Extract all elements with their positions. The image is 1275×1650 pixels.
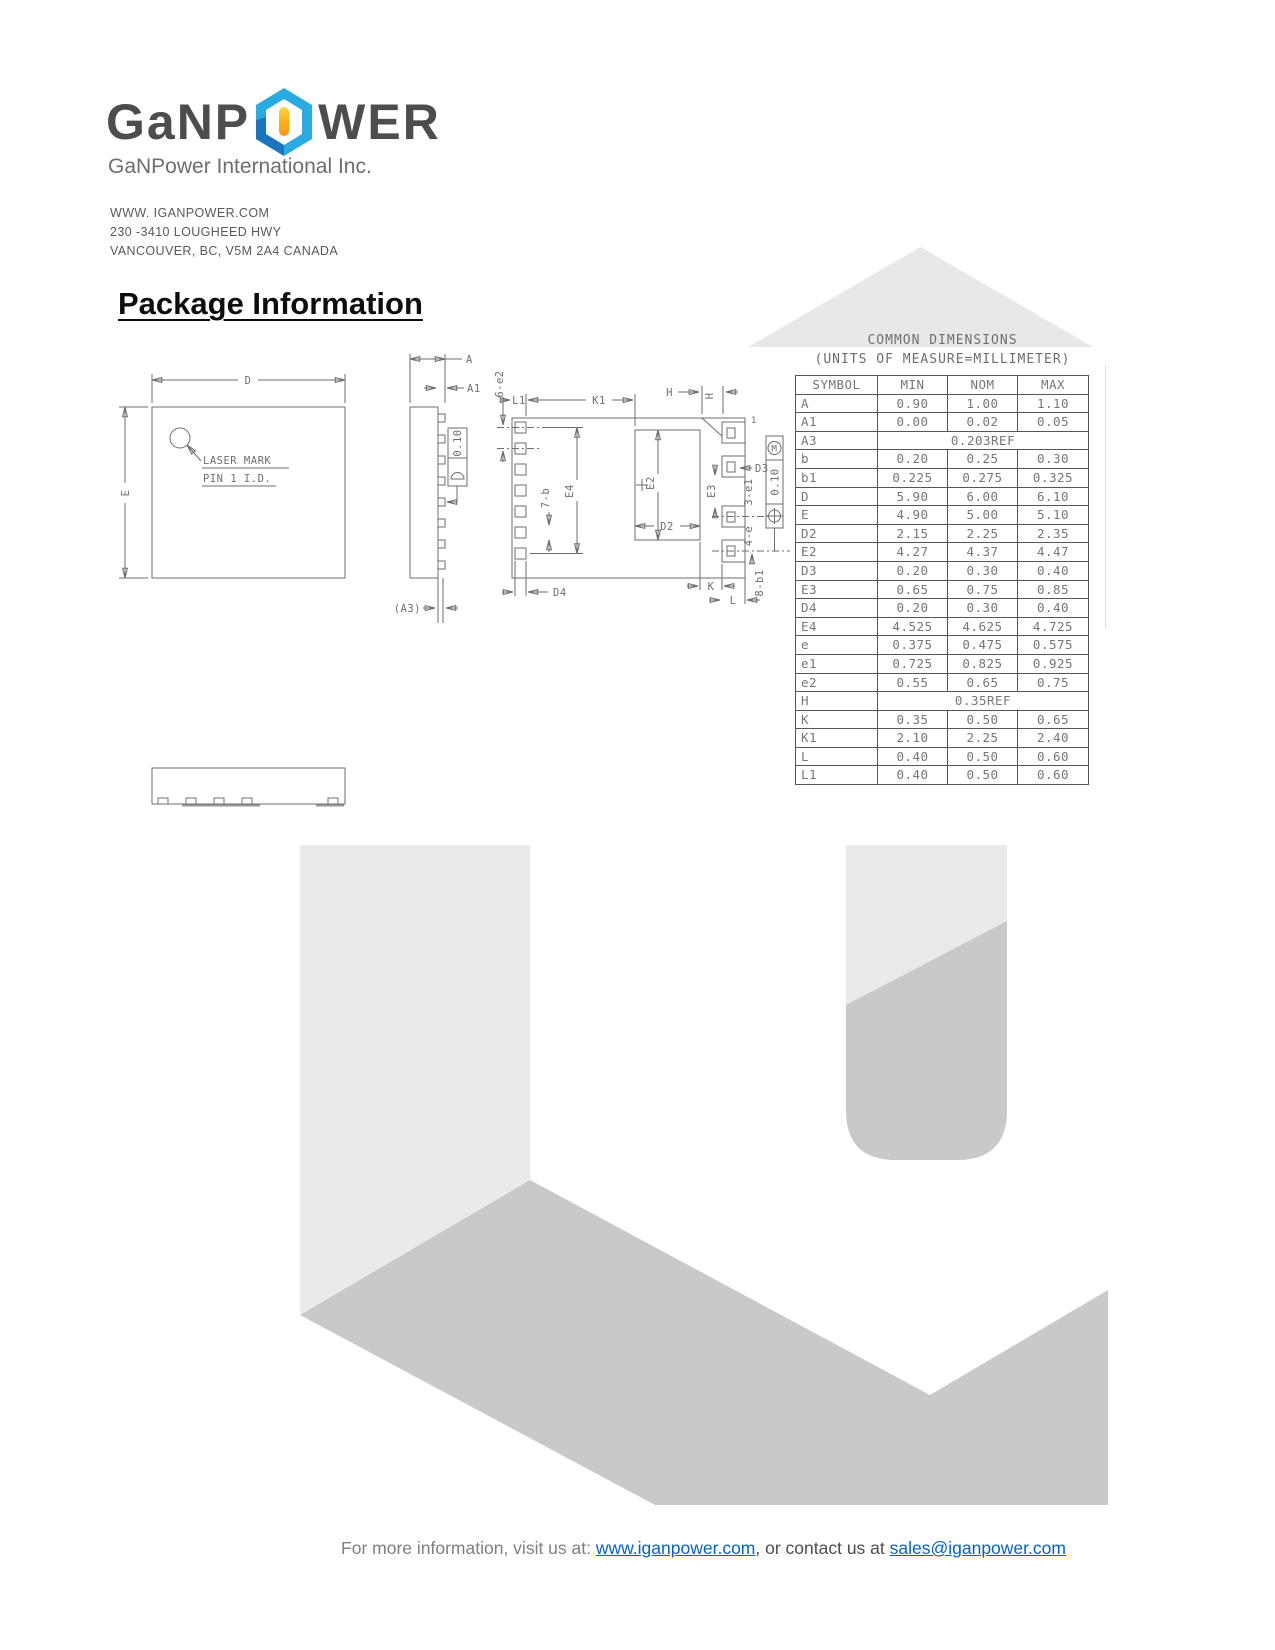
cell-symbol: D4	[796, 599, 878, 618]
cell-max: 0.60	[1018, 747, 1089, 766]
dim-label-d4: D4	[553, 587, 567, 599]
cell-nom: 4.37	[948, 543, 1018, 562]
laser-mark-label: LASER MARK	[203, 455, 272, 467]
cell-min: 0.20	[878, 561, 948, 580]
cell-max: 6.10	[1018, 487, 1089, 506]
cell-max: 0.325	[1018, 468, 1089, 487]
cell-min: 0.20	[878, 450, 948, 469]
cell-nom: 5.00	[948, 506, 1018, 525]
cell-min: 0.20	[878, 599, 948, 618]
cell-max: 4.725	[1018, 617, 1089, 636]
col-header-symbol: SYMBOL	[796, 376, 878, 395]
cell-max: 0.925	[1018, 654, 1089, 673]
cell-max: 0.65	[1018, 710, 1089, 729]
cell-symbol: E4	[796, 617, 878, 636]
table-row	[796, 692, 1089, 711]
cell-symbol: e	[796, 636, 878, 655]
cell-max: 0.60	[1018, 766, 1089, 785]
cell-symbol: e1	[796, 654, 878, 673]
table-row	[796, 599, 1089, 618]
col-header-nom: NOM	[948, 376, 1018, 395]
cell-nom: 0.75	[948, 580, 1018, 599]
cell-symbol: b1	[796, 468, 878, 487]
dim-label-k: K	[707, 581, 715, 593]
cell-min: 0.375	[878, 636, 948, 655]
table-row	[796, 450, 1089, 469]
mmc-symbol: M	[771, 444, 778, 455]
cell-min: 0.00	[878, 413, 948, 432]
dim-label-h-2: H	[704, 392, 716, 400]
cell-max: 0.575	[1018, 636, 1089, 655]
dim-label-6-e2: 6-e2	[494, 370, 506, 398]
cell-min: 0.725	[878, 654, 948, 673]
cell-min: 2.15	[878, 524, 948, 543]
cell-symbol: D2	[796, 524, 878, 543]
dim-label-d2: D2	[660, 521, 674, 533]
table-row	[796, 561, 1089, 580]
cell-min: 2.10	[878, 729, 948, 748]
cell-symbol: H	[796, 692, 878, 711]
logo	[106, 86, 441, 158]
dim-label-h: H	[666, 387, 673, 399]
cell-symbol: E	[796, 506, 878, 525]
footer-text-middle: , or contact us at	[755, 1538, 890, 1558]
dim-label-d3: D3	[755, 463, 769, 475]
cell-max: 2.40	[1018, 729, 1089, 748]
table-row	[796, 636, 1089, 655]
table-subtitle: (UNITS OF MEASURE=MILLIMETER)	[814, 352, 1071, 367]
cell-min: 5.90	[878, 487, 948, 506]
watermark-logo-mark	[280, 800, 1130, 1520]
cell-symbol: D3	[796, 561, 878, 580]
dim-label-e3: E3	[706, 484, 718, 498]
table-row	[796, 617, 1089, 636]
pin-one-label: 1	[751, 416, 757, 426]
dim-label-e4: E4	[564, 484, 576, 498]
cell-symbol: L	[796, 747, 878, 766]
cell-nom: 0.30	[948, 561, 1018, 580]
common-dimensions-table	[795, 375, 1089, 785]
package-top-view	[119, 374, 345, 578]
flatness-tolerance-value: 0.10	[452, 429, 464, 457]
dim-label-e2: E2	[645, 476, 657, 490]
dim-label-l1: L1	[512, 395, 526, 407]
cell-min: 4.90	[878, 506, 948, 525]
package-side-view	[394, 354, 481, 623]
cell-symbol: b	[796, 450, 878, 469]
table-row	[796, 710, 1089, 729]
dim-label-a3: (A3)	[393, 603, 421, 615]
col-header-max: MAX	[1018, 376, 1089, 395]
cell-min: 4.525	[878, 617, 948, 636]
cell-nom: 0.50	[948, 710, 1018, 729]
cell-min: 0.40	[878, 766, 948, 785]
package-outline-drawing	[90, 340, 810, 820]
cell-max: 5.10	[1018, 506, 1089, 525]
cell-symbol: e2	[796, 673, 878, 692]
table-row	[796, 729, 1089, 748]
table-row	[796, 766, 1089, 785]
cell-symbol: D	[796, 487, 878, 506]
cell-max: 0.30	[1018, 450, 1089, 469]
table-row	[796, 673, 1089, 692]
cell-nom: 0.275	[948, 468, 1018, 487]
table-row	[796, 506, 1089, 525]
logo-text-left: GaNP	[106, 94, 251, 150]
table-row	[796, 413, 1089, 432]
cell-nom: 2.25	[948, 729, 1018, 748]
cell-nom: 0.65	[948, 673, 1018, 692]
hexagon-logo-icon	[252, 86, 316, 158]
cell-symbol: A3	[796, 431, 878, 450]
cell-max: 0.40	[1018, 599, 1089, 618]
cell-max: 0.05	[1018, 413, 1089, 432]
table-row	[796, 654, 1089, 673]
table-row	[796, 543, 1089, 562]
cell-span-value: 0.203REF	[878, 431, 1089, 450]
cell-min: 0.55	[878, 673, 948, 692]
pin1-id-label: PIN 1 I.D.	[203, 473, 272, 485]
address-line-website: WWW. IGANPOWER.COM	[110, 206, 270, 220]
cell-nom: 0.50	[948, 766, 1018, 785]
table-header-row	[796, 376, 1089, 395]
table-row	[796, 431, 1089, 450]
table-row	[796, 524, 1089, 543]
dim-label-3-e1: 3-e1	[743, 478, 755, 506]
cell-min: 0.225	[878, 468, 948, 487]
footer-email-link[interactable]: sales@iganpower.com	[889, 1538, 1066, 1558]
package-bottom-view	[494, 370, 790, 607]
table-row	[796, 468, 1089, 487]
logo-text-right: WER	[318, 94, 441, 150]
table-row	[796, 487, 1089, 506]
cell-symbol: E3	[796, 580, 878, 599]
col-header-min: MIN	[878, 376, 948, 395]
address-block	[110, 204, 338, 261]
cell-min: 0.65	[878, 580, 948, 599]
dim-label-l: L	[729, 595, 737, 607]
address-line-city: VANCOUVER, BC, V5M 2A4 CANADA	[110, 244, 339, 258]
frame-edge-line	[1105, 365, 1106, 628]
table-title: COMMON DIMENSIONS	[867, 333, 1018, 348]
cell-max: 2.35	[1018, 524, 1089, 543]
dim-label-8-b1: 8-b1	[754, 569, 766, 597]
dim-label-e: E	[120, 489, 132, 497]
cell-min: 4.27	[878, 543, 948, 562]
dim-label-4-e: 4-e	[743, 525, 755, 547]
footer-text-before: For more information, visit us at:	[341, 1538, 596, 1558]
cell-nom: 0.825	[948, 654, 1018, 673]
cell-symbol: E2	[796, 543, 878, 562]
cell-nom: 0.30	[948, 599, 1018, 618]
cell-symbol: A1	[796, 413, 878, 432]
cell-nom: 0.50	[948, 747, 1018, 766]
dim-label-d: D	[244, 375, 252, 387]
cell-symbol: A	[796, 394, 878, 413]
flatness-symbol	[451, 473, 464, 480]
cell-symbol: L1	[796, 766, 878, 785]
cell-nom: 0.25	[948, 450, 1018, 469]
cell-nom: 6.00	[948, 487, 1018, 506]
footer-website-link[interactable]: www.iganpower.com	[595, 1538, 756, 1558]
cell-span-value: 0.35REF	[878, 692, 1089, 711]
cell-nom: 0.475	[948, 636, 1018, 655]
position-tolerance-value: 0.10	[769, 468, 782, 496]
dim-label-7-b: 7-b	[540, 487, 552, 509]
cell-max: 0.85	[1018, 580, 1089, 599]
package-side-elevation	[152, 768, 345, 806]
cell-nom: 1.00	[948, 394, 1018, 413]
cell-min: 0.35	[878, 710, 948, 729]
cell-max: 0.40	[1018, 561, 1089, 580]
cell-min: 0.90	[878, 394, 948, 413]
cell-min: 0.40	[878, 747, 948, 766]
cell-nom: 2.25	[948, 524, 1018, 543]
cell-nom: 4.625	[948, 617, 1018, 636]
position-tolerance-frame	[766, 436, 783, 551]
dim-label-a1: A1	[467, 383, 481, 395]
table-row	[796, 394, 1089, 413]
cell-symbol: K	[796, 710, 878, 729]
address-line-street: 230 -3410 LOUGHEED HWY	[110, 225, 282, 239]
table-title-block	[770, 331, 1115, 369]
dim-label-a: A	[466, 354, 473, 366]
dim-label-k1: K1	[592, 395, 606, 407]
cell-max: 4.47	[1018, 543, 1089, 562]
cell-symbol: K1	[796, 729, 878, 748]
company-name: GaNPower International Inc.	[108, 155, 372, 178]
table-row	[796, 747, 1089, 766]
cell-max: 0.75	[1018, 673, 1089, 692]
footer	[0, 1538, 1275, 1559]
table-row	[796, 580, 1089, 599]
cell-max: 1.10	[1018, 394, 1089, 413]
page-title: Package Information	[118, 286, 423, 321]
cell-nom: 0.02	[948, 413, 1018, 432]
